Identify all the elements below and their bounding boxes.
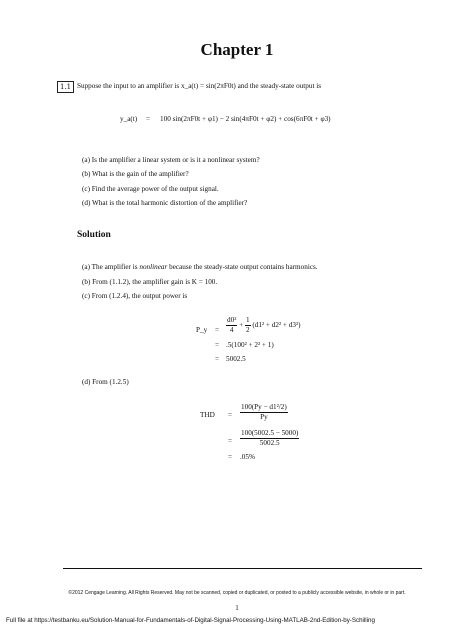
page-number: 1 <box>235 604 239 612</box>
power-frac-half-num: 1 <box>246 316 250 324</box>
solution-a-prefix: (a) The amplifier is <box>82 263 140 271</box>
solution-a-suffix: because the steady-state output contains harmonics. <box>167 263 318 271</box>
solution-heading: Solution <box>77 230 111 240</box>
thd-frac-2-den: 5002.5 <box>259 439 280 447</box>
problem-statement: Suppose the input to an amplifier is x_a(t) = sin(2πF0t) and the steady-state output is <box>77 82 322 90</box>
footer-divider <box>63 568 422 569</box>
thd-frac-2 <box>240 429 299 448</box>
thd-frac-1 <box>240 403 288 422</box>
power-line2: .5(100² + 2² + 1) <box>226 341 274 349</box>
thd-rel-3: = <box>228 453 233 461</box>
output-equation-lhs: y_a(t) <box>120 115 138 123</box>
thd-line1 <box>240 403 288 422</box>
thd-line3: .05% <box>240 453 255 461</box>
power-frac-half <box>245 316 251 335</box>
power-rel-1: = <box>215 326 220 334</box>
question-a: (a) Is the amplifier a linear system or is it a nonlinear system? <box>82 156 260 164</box>
output-equation-rel: = <box>146 115 151 123</box>
power-plus: + <box>239 321 244 330</box>
problem-number: 1.1 <box>57 81 74 93</box>
solution-a-emphasis: nonlinear <box>139 263 168 271</box>
power-rel-3: = <box>215 355 220 363</box>
question-b: (b) What is the gain of the amplifier? <box>82 170 189 178</box>
power-line3: 5002.5 <box>226 355 246 363</box>
power-frac-half-den: 2 <box>246 326 250 334</box>
thd-line2 <box>240 429 299 448</box>
power-lhs: P_y <box>196 326 208 334</box>
thd-frac-1-den: Py <box>260 413 268 421</box>
power-tail: (d1² + d2² + d3²) <box>252 321 301 330</box>
chapter-title: Chapter 1 <box>200 40 274 59</box>
power-rel-2: = <box>215 341 220 349</box>
power-line1 <box>226 316 301 335</box>
solution-c: (c) From (1.2.4), the output power is <box>82 292 188 300</box>
question-d: (d) What is the total harmonic distortion of the amplifier? <box>82 199 248 207</box>
solution-d: (d) From (1.2.5) <box>82 378 129 386</box>
power-frac-d0 <box>226 316 237 335</box>
power-frac-d0-num: d0² <box>227 316 237 324</box>
thd-rel-1: = <box>228 411 233 419</box>
thd-rel-2: = <box>228 437 233 445</box>
solution-b: (b) From (1.1.2), the amplifier gain is K = 100. <box>82 278 218 286</box>
thd-lhs: THD <box>200 411 215 419</box>
full-file-link[interactable]: Full file at https://testbanku.eu/Solution-Manual-for-Fundamentals-of-Digital-Signal-Processing-Using-MATLAB-2nd-Edition-by-Schilling <box>6 617 375 624</box>
thd-frac-1-num: 100(Py − d1²/2) <box>241 403 287 411</box>
output-equation-rhs: 100 sin(2πF0t + φ1) − 2 sin(4πF0t + φ2) + cos(6πF0t + φ3) <box>160 115 331 123</box>
copyright-notice: ©2012 Cengage Learning. All Rights Reserved. May not be scanned, copied or duplicated, or posted to a publicly accessible website, in whole or in part. <box>68 590 406 596</box>
thd-frac-2-num: 100(5002.5 − 5000) <box>241 429 299 437</box>
question-c: (c) Find the average power of the output signal. <box>82 185 219 193</box>
power-frac-d0-den: 4 <box>229 326 234 334</box>
solution-a <box>82 262 318 272</box>
